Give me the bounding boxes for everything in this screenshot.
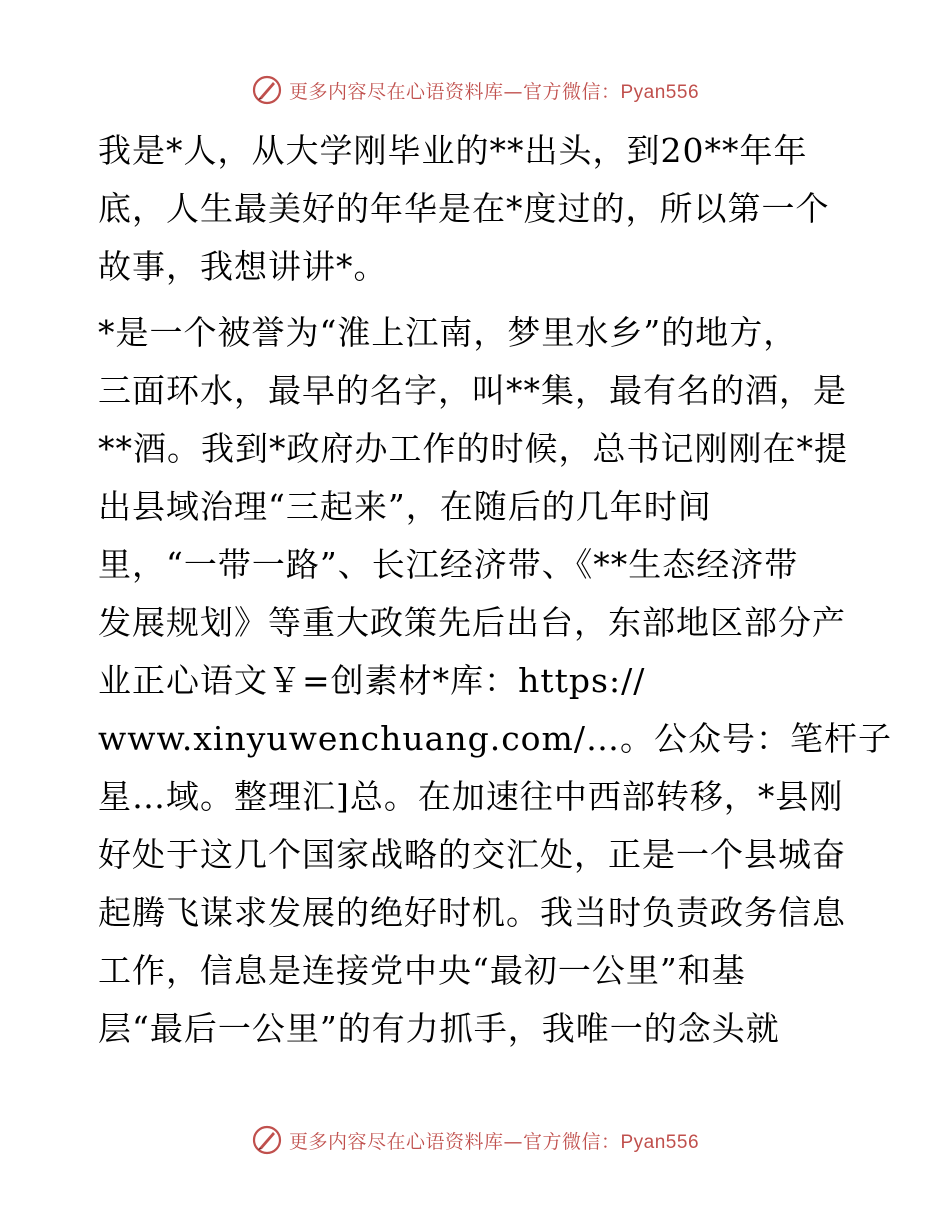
- footer-wechat-label: 官方微信：: [522, 1130, 621, 1153]
- footer-banner: [0, 1122, 950, 1158]
- paragraph-line: 层“最后一公里”的有力抓手，我唯一的念头就: [98, 1009, 780, 1048]
- paragraph-line: 工作，信息是连接党中央“最初一公里”和基: [98, 951, 746, 990]
- paragraph-line: 发展规划》等重大政策先后出台，东部地区部分产: [98, 603, 846, 642]
- paragraph-line: 起腾飞谋求发展的绝好时机。我当时负责政务信息: [98, 893, 846, 932]
- paragraph-gap: [98, 296, 858, 304]
- paragraph-line: 三面环水，最早的名字，叫**集，最有名的酒，是: [98, 371, 847, 410]
- paragraph-line: 我是*人，从大学刚毕业的**出头，到20**年年: [98, 131, 808, 170]
- paragraph-line: **酒。我到*政府办工作的时候，总书记刚刚在*提: [98, 429, 848, 468]
- header-wechat-id: Pyan556: [620, 81, 700, 103]
- paragraph-line: 故事，我想讲讲*。: [98, 247, 388, 286]
- footer-separator: —: [503, 1130, 523, 1153]
- paragraph-line: 好处于这几个国家战略的交汇处，正是一个县城奋: [98, 835, 846, 874]
- header-banner: [0, 72, 950, 108]
- document-body: [98, 122, 892, 1058]
- header-banner-inner: [251, 74, 699, 106]
- paragraph-line: 底，人生最美好的年华是在*度过的，所以第一个: [98, 189, 830, 228]
- paragraph-line: www.xinyuwenchuang.com/…。公众号：笔杆子: [98, 719, 892, 758]
- quill-logo-icon: [251, 74, 283, 106]
- header-separator: —: [503, 80, 523, 103]
- footer-site-text: 更多内容尽在心语资料库: [288, 1130, 504, 1153]
- paragraph-line: 出县域治理“三起来”，在随后的几年时间: [98, 487, 712, 526]
- paragraph-line: 里，“一带一路”、长江经济带、《**生态经济带: [98, 545, 799, 584]
- header-text: [289, 77, 699, 104]
- paragraph-1: [98, 122, 858, 296]
- paragraph-line: *是一个被誉为“淮上江南，梦里水乡”的地方，: [98, 313, 798, 352]
- paragraph-line: 星…域。整理汇]总。在加速往中西部转移，*县刚: [98, 777, 844, 816]
- header-wechat-label: 官方微信：: [522, 80, 621, 103]
- paragraph-2: [98, 304, 892, 1058]
- quill-logo-icon: [251, 1124, 283, 1156]
- header-site-text: 更多内容尽在心语资料库: [288, 80, 504, 103]
- paragraph-line: 业正心语文￥=创素材*库：https://: [98, 661, 646, 700]
- footer-text: [289, 1127, 699, 1154]
- footer-banner-inner: [251, 1124, 699, 1156]
- footer-wechat-id: Pyan556: [620, 1131, 700, 1153]
